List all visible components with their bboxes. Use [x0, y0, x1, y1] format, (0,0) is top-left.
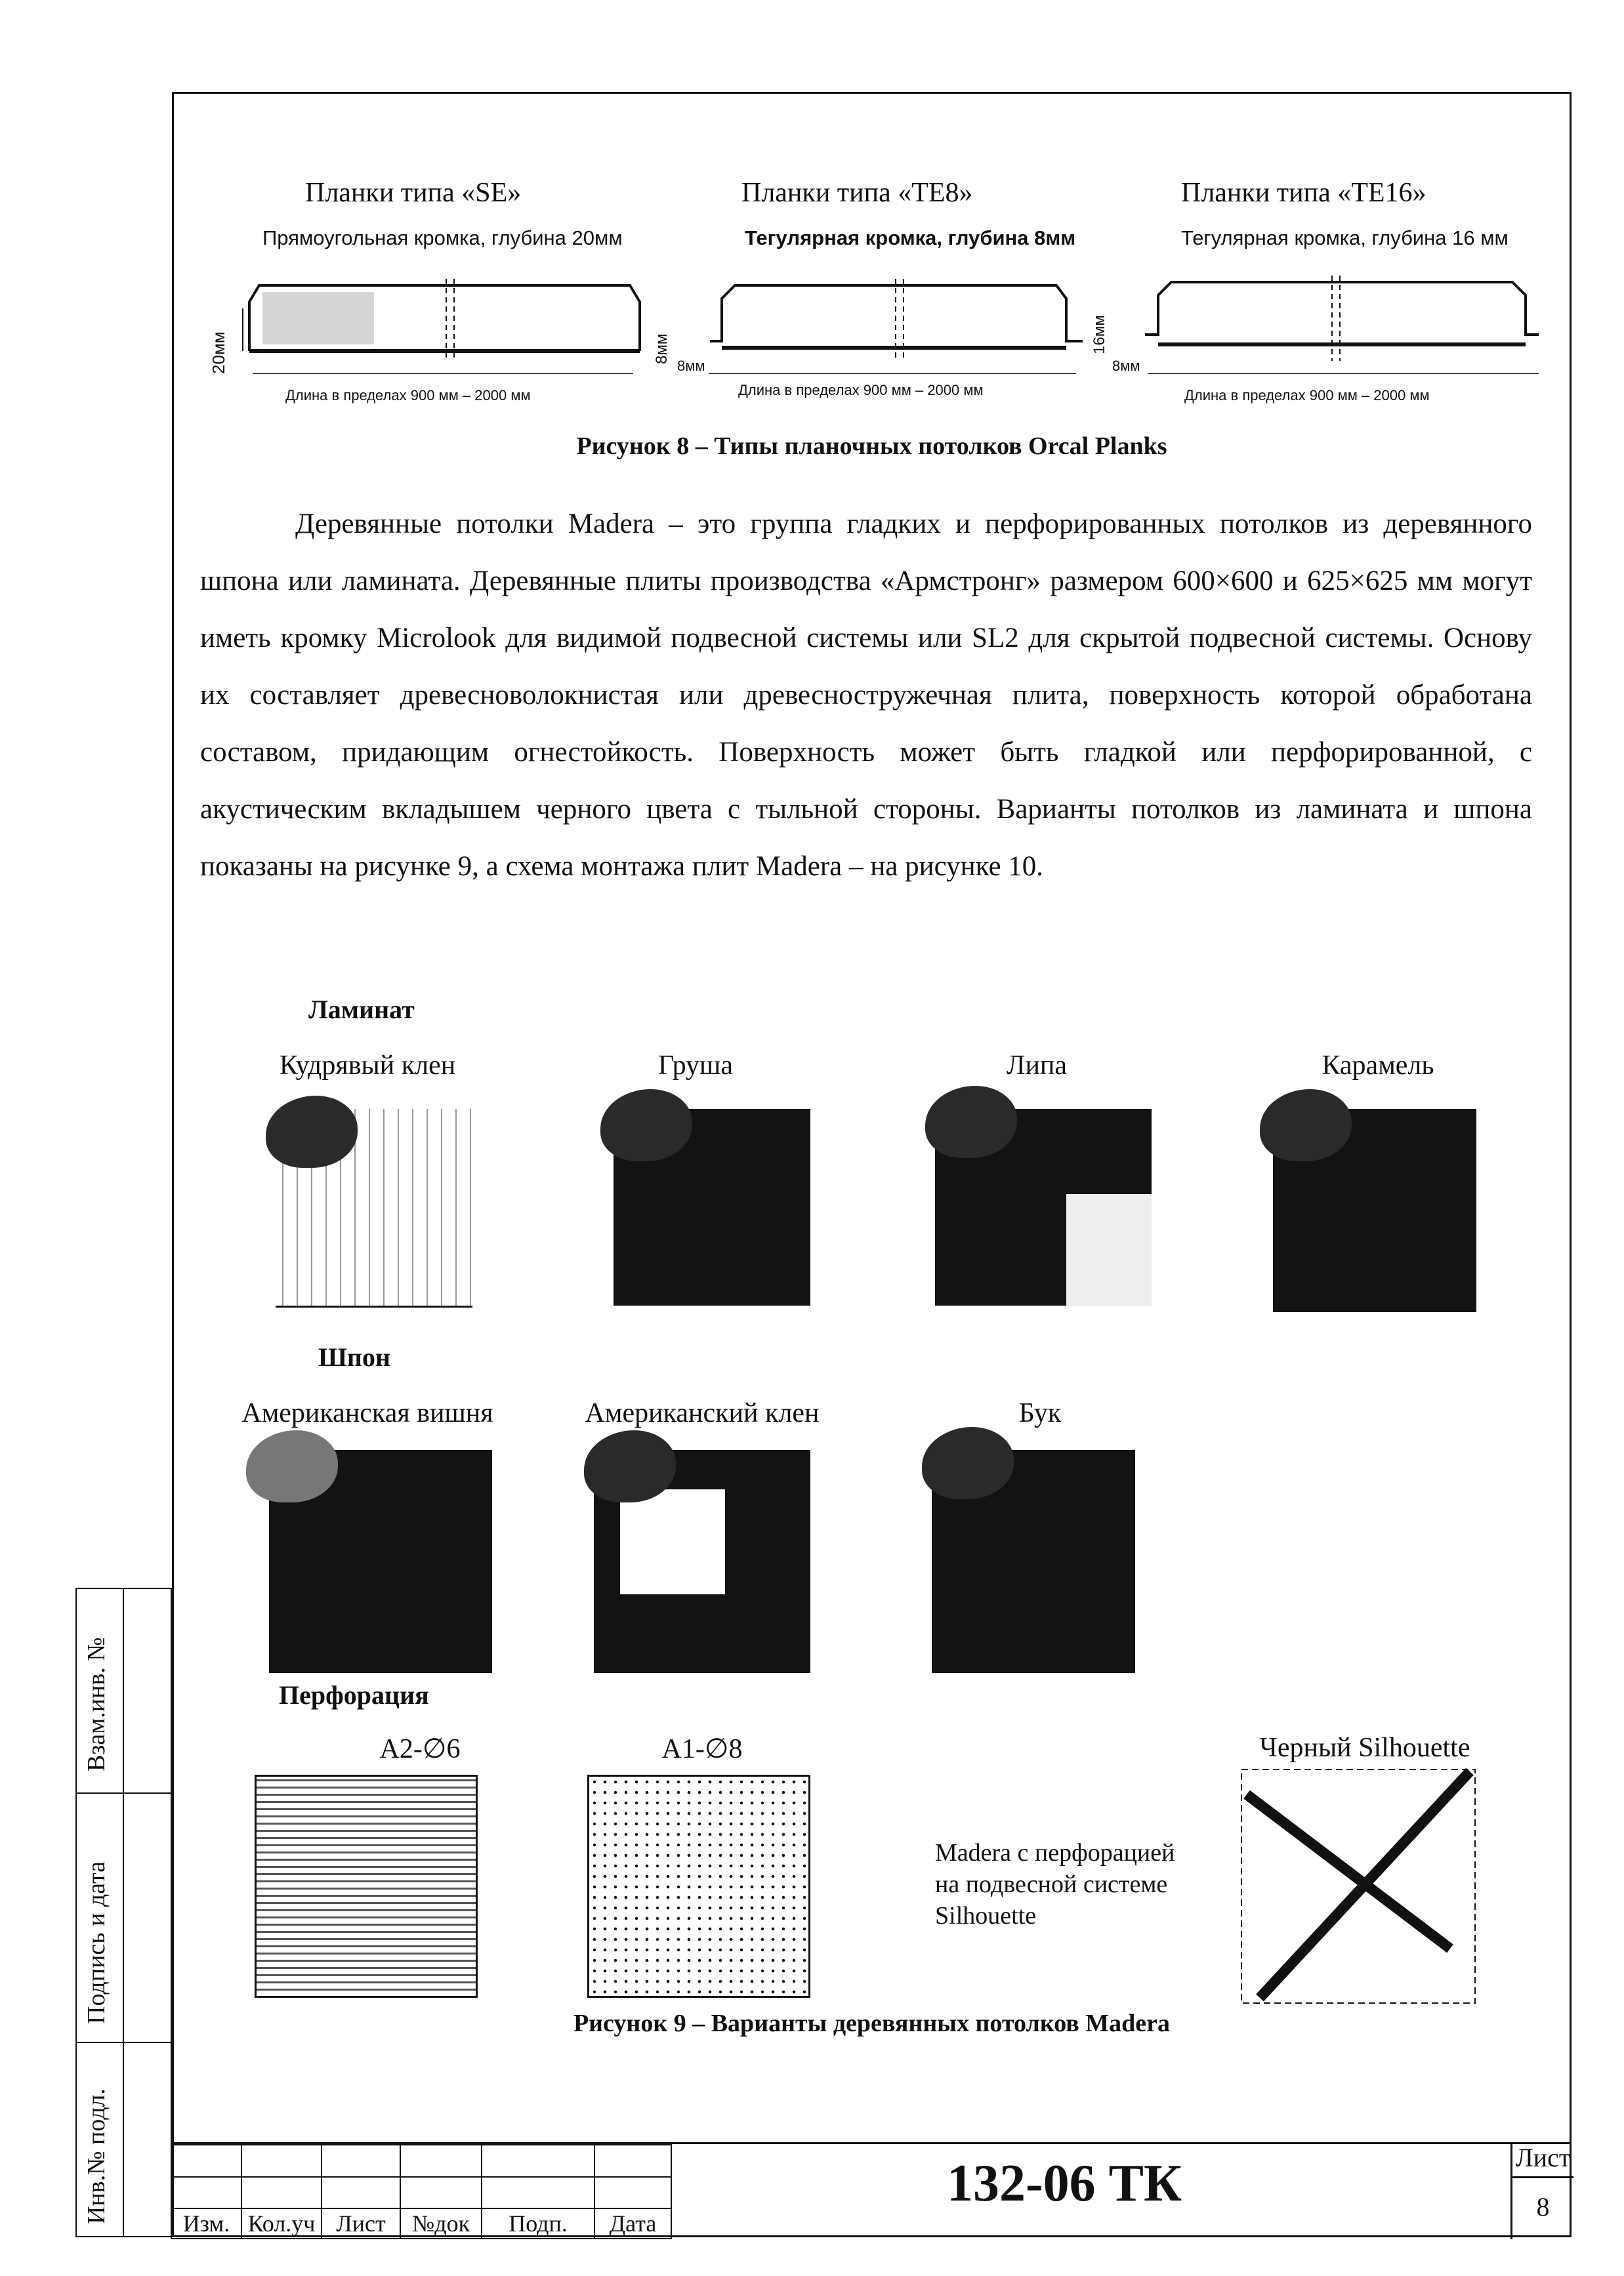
side-stamp-replacement: Взам.инв. № — [83, 1637, 110, 1771]
plank-te16-title: Планки типа «TE16» — [1181, 178, 1426, 208]
perforation-label-a2: A2-∅6 — [379, 1734, 461, 1764]
side-stamp-signature: Подпись и дата — [83, 1861, 110, 2024]
tile-perforation-a2 — [255, 1775, 478, 1998]
plank-te16-step: 8мм — [1112, 358, 1140, 374]
col-sheet: Лист — [322, 2208, 400, 2239]
plank-te16-depth: 16мм — [1091, 315, 1108, 354]
silhouette-note: Madera с перфорацией на подвесной системе Silhouette — [935, 1839, 1175, 1930]
paragraph-text: Деревянные потолки Madera – это группа гладких и перфорированных потолков из деревянного шпона или ламината. Деревянные плиты производства «Армстронг» размером 600×600 и 625×625 мм могут иметь кромку Microlook для видимой подвесной системы или SL2 для скрытой подвесной системы. Основу их составляет древесноволокнистая или древесностружечная плита, поверхность которой обработана составом, придающим огнестойкость. Поверхность может быть гладкой или перфорированной, с акустическим вкладышем черного цвета с тыльной стороны. Варианты потолков из ламината и шпона показаны на рисунке 9, а схема монтажа плит Madera – на рисунке 10. — [200, 508, 1532, 882]
plank-te8-depth: 8мм — [653, 333, 671, 364]
plank-profiles-diagram — [210, 269, 1549, 374]
revision-table — [171, 2144, 672, 2239]
plank-te8-step: 8мм — [677, 358, 705, 374]
laminate-label-2: Груша — [657, 1050, 734, 1081]
plank-se-length: Длина в пределах 900 мм – 2000 мм — [285, 387, 531, 403]
col-count: Кол.уч — [241, 2208, 322, 2239]
veneer-label-2: Американский клен — [585, 1398, 820, 1428]
plank-se-edge: Прямоугольная кромка, глубина 20мм — [262, 226, 623, 249]
laminate-label-1: Кудрявый клен — [279, 1050, 456, 1081]
plank-te16-length: Длина в пределах 900 мм – 2000 мм — [1184, 387, 1430, 403]
plank-te8-title: Планки типа «TE8» — [741, 178, 973, 208]
plank-se-profile — [243, 279, 640, 374]
perforation-heading: Перфорация — [279, 1680, 429, 1710]
perforation-label-a1: A1-∅8 — [661, 1734, 743, 1764]
laminate-heading: Ламинат — [308, 995, 415, 1024]
document-code: 132-06 ТК — [946, 2155, 1182, 2212]
veneer-label-3: Бук — [1018, 1398, 1062, 1428]
plank-se-depth: 20мм — [209, 331, 228, 374]
plank-te8-profile — [709, 279, 1083, 374]
laminate-label-4: Карамель — [1322, 1050, 1434, 1081]
laminate-label-3: Липа — [1006, 1050, 1068, 1081]
tile-black-silhouette — [1240, 1768, 1476, 2004]
veneer-label-1: Американская вишня — [241, 1398, 493, 1428]
sheet-label: Лист — [1512, 2142, 1573, 2178]
plank-te8-length: Длина в пределах 900 мм – 2000 мм — [738, 382, 984, 398]
sheet-box — [1510, 2142, 1573, 2239]
tile-perforation-a1 — [587, 1775, 810, 1998]
veneer-heading: Шпон — [318, 1342, 391, 1372]
col-date: Дата — [594, 2208, 671, 2239]
col-signature: Подп. — [482, 2208, 594, 2239]
col-change: Изм. — [171, 2208, 241, 2239]
col-doc-number: №док — [400, 2208, 482, 2239]
title-block — [172, 2142, 1572, 2239]
side-stamp-inventory: Инв.№ подл. — [83, 2088, 110, 2224]
plank-te16-edge: Тегулярная кромка, глубина 16 мм — [1181, 226, 1509, 249]
perforation-label-silhouette: Черный Silhouette — [1259, 1733, 1470, 1763]
body-paragraph — [200, 495, 1532, 895]
figure-8-caption: Рисунок 8 – Типы планочных потолков Orcal Planks — [576, 432, 1167, 460]
plank-te16-profile — [1145, 276, 1539, 374]
plank-se-title: Планки типа «SE» — [305, 178, 522, 208]
figure-9-caption: Рисунок 9 – Варианты деревянных потолков Madera — [573, 2010, 1171, 2037]
sheet-number: 8 — [1536, 2192, 1550, 2222]
plank-te8-edge: Тегулярная кромка, глубина 8мм — [745, 226, 1076, 249]
